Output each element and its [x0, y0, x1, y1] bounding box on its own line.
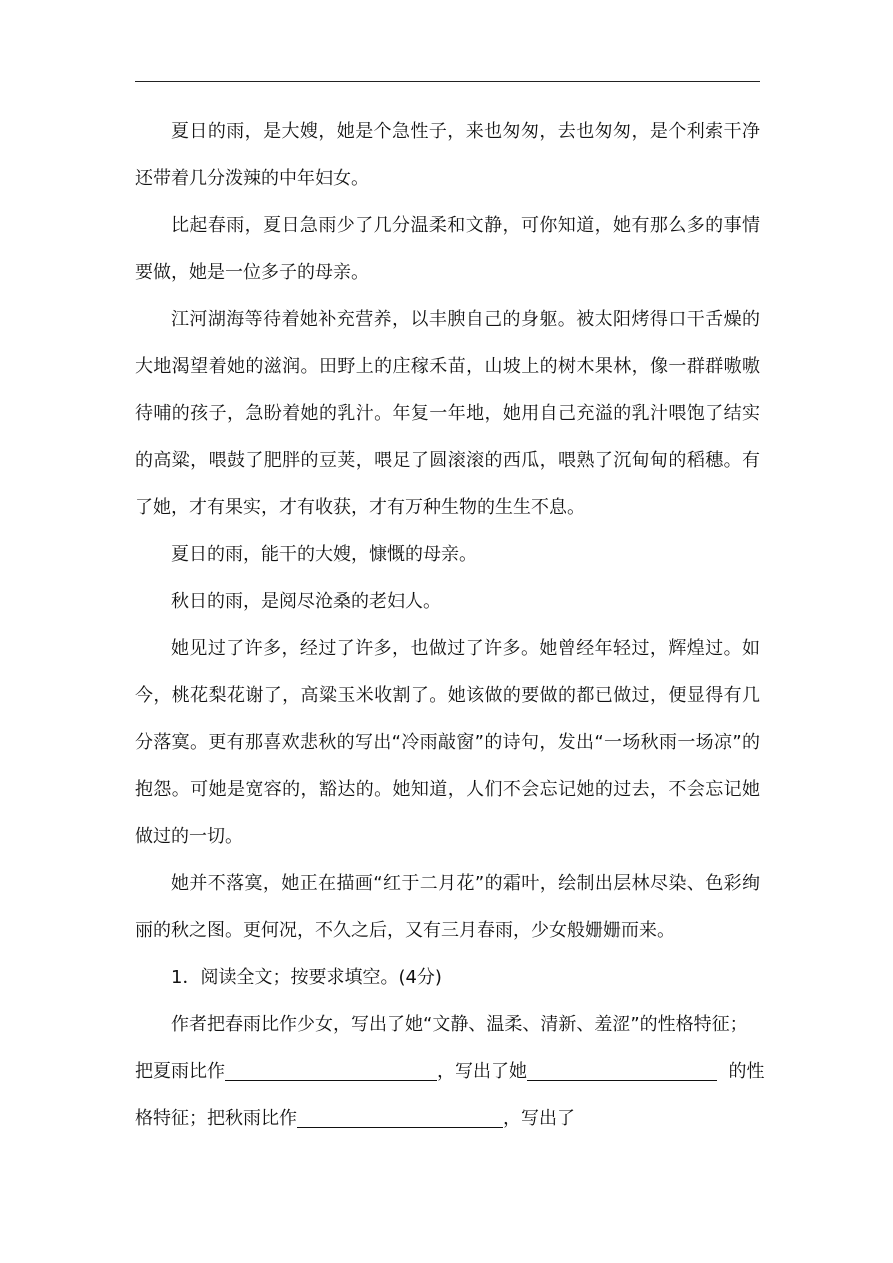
question-line-2-text-c: 的性 [728, 1061, 765, 1082]
paragraph-autumn-intro: 秋日的雨，是阅尽沧桑的老妇人。 [171, 591, 441, 612]
question-line-2 [135, 1048, 765, 1095]
paragraph-autumn-leaves: 她并不落寞，她正在描画“红于二月花”的霜叶，绘制出层林尽染、色彩绚丽的秋之图。更何况，不久之后，又有三月春雨，少女般姗姗而来。 [135, 873, 760, 941]
question-line-3 [135, 1095, 760, 1142]
document-body [135, 108, 765, 1142]
question-line-2-text-b: ，写出了她 [437, 1061, 527, 1082]
question-line-3-text-b: ，写出了 [503, 1108, 575, 1129]
answer-blank-summer-metaphor[interactable] [225, 1060, 437, 1081]
question-line-1: 作者把春雨比作少女，写出了她“文静、温柔、清新、羞涩”的性格特征； [171, 1014, 748, 1035]
question-line-3-text-a: 格特征；把秋雨比作 [135, 1108, 297, 1129]
question-line-2-text-a: 把夏雨比作 [135, 1061, 225, 1082]
paragraph-summer-nourish: 江河湖海等待着她补充营养，以丰腴自己的身躯。被太阳烤得口干舌燥的大地渴望着她的滋润。田野上的庄稼禾苗，山坡上的树木果林，像一群群嗷嗷待哺的孩子，急盼着她的乳汁。年复一年地，她用自己充溢的乳汁喂饱了结实的高粱，喂鼓了肥胖的豆荚，喂足了圆滚滚的西瓜，喂熟了沉甸甸的稻穗。有了她，才有果实，才有收获，才有万种生物的生生不息。 [135, 309, 760, 518]
paragraph-summer-mother: 比起春雨，夏日急雨少了几分温柔和文静，可你知道，她有那么多的事情要做，她是一位多子的母亲。 [135, 215, 760, 283]
answer-blank-autumn-metaphor[interactable] [297, 1107, 503, 1128]
answer-blank-summer-trait[interactable] [527, 1060, 717, 1081]
paragraph-summer-intro: 夏日的雨，是大嫂，她是个急性子，来也匆匆，去也匆匆，是个利索干净还带着几分泼辣的中年妇女。 [135, 121, 760, 189]
header-rule [135, 81, 760, 82]
paragraph-summer-summary: 夏日的雨，能干的大嫂，慷慨的母亲。 [171, 544, 477, 565]
question-heading: 1．阅读全文；按要求填空。(4分) [171, 967, 442, 988]
paragraph-autumn-past: 她见过了许多，经过了许多，也做过了许多。她曾经年轻过，辉煌过。如今，桃花梨花谢了，高粱玉米收割了。她该做的要做的都已做过，便显得有几分落寞。更有那喜欢悲秋的写出“冷雨敲窗”的诗句，发出“一场秋雨一场凉”的抱怨。可她是宽容的，豁达的。她知道，人们不会忘记她的过去，不会忘记她做过的一切。 [135, 638, 760, 847]
